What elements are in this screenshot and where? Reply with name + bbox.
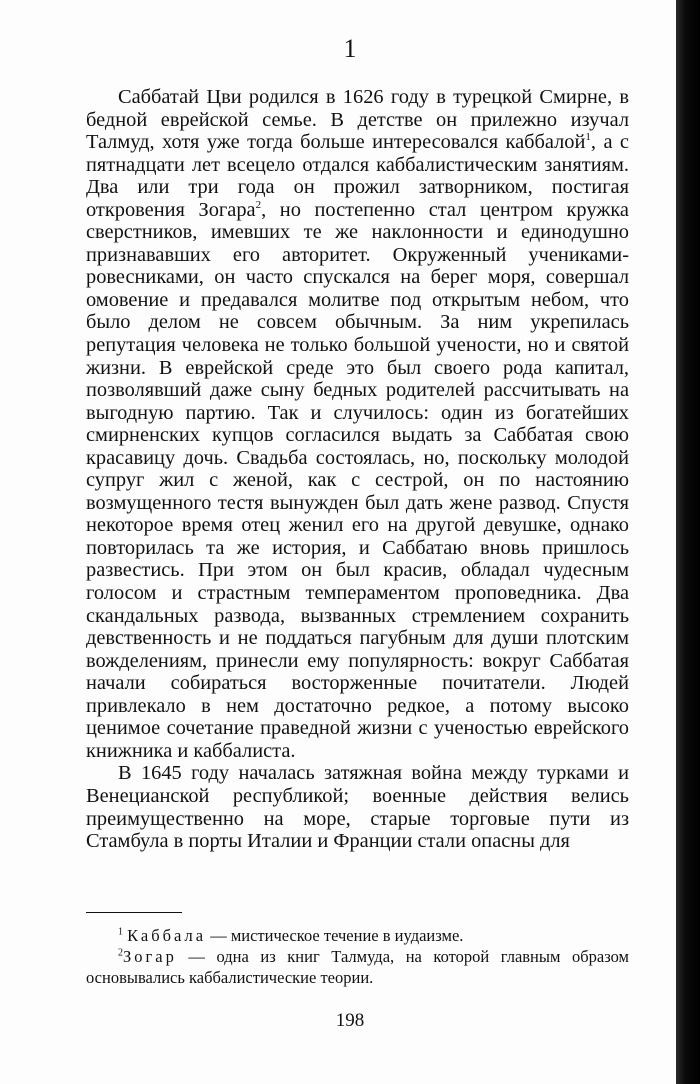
- footnote-2-text: — одна из книг Талмуда, на которой главным образом основывались каббалистические теории.: [86, 947, 629, 987]
- body-text: [86, 86, 629, 853]
- footnote-separator: [86, 912, 182, 913]
- chapter-number: 1: [343, 34, 357, 63]
- paragraph-1-part-3: , но постепенно стал центром кружка сверстников, имевших те же наклонности и единодушно признававших его авторитет. Окруженный учениками-ровесниками, он часто спускался на берег моря, совершал омовение и предавался молитве под открытым небом, что было делом не совсем обычным. За ним укрепилась репутация человека не только большой учености, но и святой жизни. В еврейской среде это был своего рода капитал, позволявший даже сыну бедных родителей рассчитывать на выгодную партию. Так и случилось: один из богатейших смирненских купцов согласился выдать за Саббатая свою красавицу дочь. Свадьба состоялась, но, поскольку молодой супруг жил с женой, как с сестрой, он по настоянию возмущенного тестя вынужден был дать жене развод. Спустя некоторое время отец женил его на другой девушке, однако повторилась та же история, и Саббатаю вновь пришлось развестись. При этом он был красив, обладал чудесным голосом и страстным темпераментом проповедника. Два скандальных развода, вызванных стремлением сохранить девственность и не поддаться пагубным для души плотским вожделениям, принесли ему популярность: вокруг Саббатая начали собираться восторженные почитатели. Людей привлекало в нем достаточно редкое, а потому высоко ценимое сочетание праведной жизни с ученостью еврейского книжника и каббалиста.: [86, 198, 629, 762]
- footnote-1: [86, 925, 629, 946]
- paragraph-1: [86, 86, 629, 762]
- footnotes: [86, 925, 629, 988]
- footnote-2: [86, 946, 629, 988]
- scan-edge-shadow: [676, 0, 700, 1084]
- footnote-ref-1[interactable]: 1: [585, 131, 591, 144]
- footnote-2-term: Зогар: [123, 947, 177, 966]
- footnote-2-mark: 2: [118, 947, 123, 959]
- footnote-ref-2[interactable]: 2: [255, 198, 262, 211]
- paragraph-1-part-1: Саббатай Цви родился в 1626 году в турецкой Смирне, в бедной еврейской семье. В детстве он прилежно изучал Талмуд, хотя уже тогда больше интересовался каббалой: [86, 86, 629, 154]
- paragraph-2-part-1: В 1645 году началась затяжная война между турками и Венецианской республикой; военные действия велись преимущественно на море, старые торговые пути из Стамбула в порты Италии и Франции стали опасны для: [86, 762, 629, 853]
- footnote-1-text: — мистическое течение в иудаизме.: [206, 926, 464, 945]
- page-number: 198: [335, 1010, 365, 1031]
- paragraph-2: [86, 762, 629, 852]
- footnote-1-term: Каббала: [127, 926, 207, 945]
- paragraph-1-part-2: , а с пятнадцати лет всецело отдался каббалистическим занятиям. Два или три года он прожил затворником, постигая откровения Зогара: [86, 131, 629, 221]
- footnote-1-mark: 1: [118, 926, 123, 938]
